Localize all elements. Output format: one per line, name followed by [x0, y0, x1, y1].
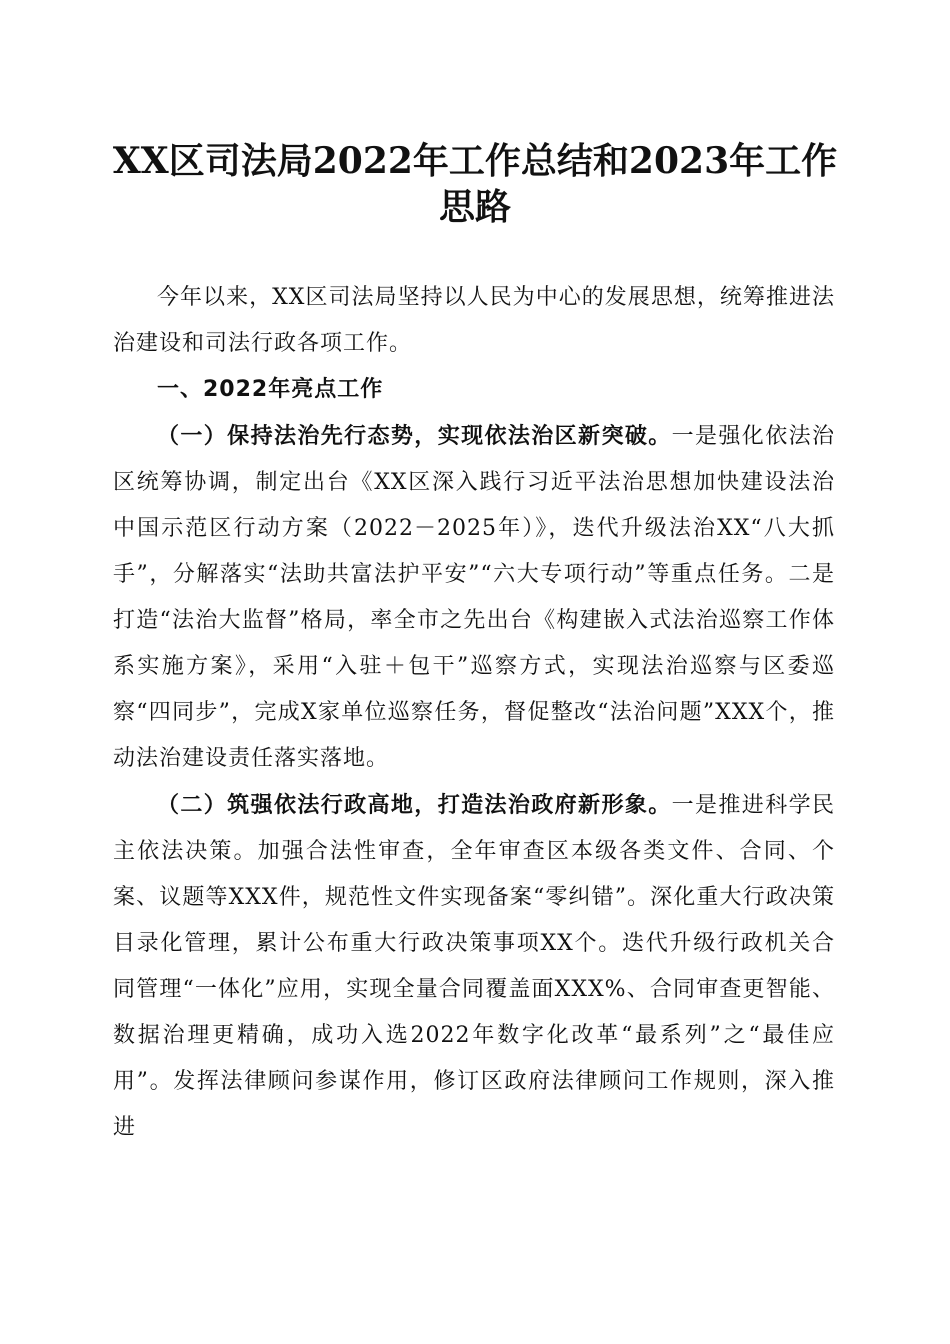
document-body [113, 275, 835, 1151]
paragraph-1-text: 一是强化依法治区统筹协调，制定出台《XX区深入践行习近平法治思想加快建设法治中国示范区行动方案（2022－2025年）》，迭代升级法治XX“八大抓手”，分解落实“法助共富法护平安”“六大专项行动”等重点任务。二是打造“法治大监督”格局，率全市之先出台《构建嵌入式法治巡察工作体系实施方案》，采用“入驻＋包干”巡察方式，实现法治巡察与区委巡察“四同步”，完成X家单位巡察任务，督促整改“法治问题”XXX个，推动法治建设责任落实落地。 [113, 424, 835, 771]
paragraph-2-lead: （二）筑强依法行政高地，打造法治政府新形象。 [157, 792, 672, 818]
paragraph-2-text: 一是推进科学民主依法决策。加强合法性审查，全年审查区本级各类文件、合同、个案、议题等XXX件，规范性文件实现备案“零纠错”。深化重大行政决策目录化管理，累计公布重大行政决策事项XX个。迭代升级行政机关合同管理“一体化”应用，实现全量合同覆盖面XXX%、合同审查更智能、数据治理更精确，成功入选2022年数字化改革“最系列”之“最佳应用”。发挥法律顾问参谋作用，修订区政府法律顾问工作规则，深入推进 [113, 793, 835, 1140]
section-heading: 一、2022年亮点工作 [157, 377, 384, 402]
paragraph-1 [113, 413, 835, 782]
document-title: XX区司法局2022年工作总结和2023年工作思路 [112, 140, 838, 228]
intro-paragraph: 今年以来，XX区司法局坚持以人民为中心的发展思想，统筹推进法治建设和司法行政各项工作。 [113, 285, 835, 356]
paragraph-2 [113, 782, 835, 1151]
paragraph-1-lead: （一）保持法治先行态势，实现依法治区新突破。 [157, 423, 672, 449]
